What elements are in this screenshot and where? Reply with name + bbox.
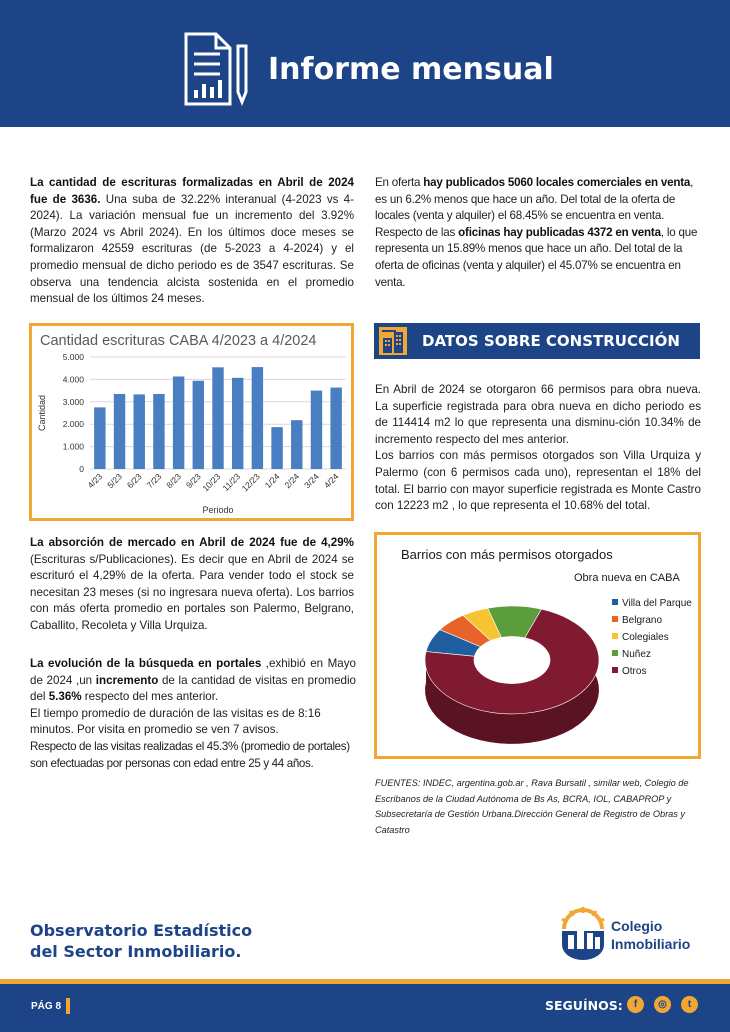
follow-label: SEGUÍNOS: xyxy=(545,998,623,1013)
escrituras-run-1: Una suba de 32.22% interanual (4-2023 vs 4-2024). La variación mensual fue un incremento del 3.92% (Marzo 2024 vs Abril 2024). En los últimos doce meses se formalizaron 42559 escrituras (de 5-2023 a 4-2024) y el promedio mensual de dicho periodo es de 3547 escrituras. Se observa una tendencia alcista sostenida en el promedio mensual de los últimos 24 meses. xyxy=(30,192,354,306)
permisos-text: En Abril de 2024 se otorgaron 66 permisos para obra nueva. La superficie registrada para obra nueva en dicho periodo es de 114414 m2 lo que representa una disminu-ción 10.34% de incremento respecto del mes anterior. xyxy=(375,383,701,446)
legend-label: Villa del Parque xyxy=(622,598,692,609)
x-tick-label: 10/23 xyxy=(200,471,223,494)
barrios-permisos-text: Los barrios con más permisos otorgados son Villa Urquiza y Palermo (con 6 permisos cada uno), representan el 18% del total. El barrio con mayor superficie registrada es Monte Castro con 12223 m2 , lo que representa el 10.68% del total. xyxy=(375,449,701,513)
x-tick-label: 7/23 xyxy=(144,471,164,491)
bar-chart-svg xyxy=(32,326,351,518)
legend-label: Otros xyxy=(622,666,647,677)
x-tick-label: 12/23 xyxy=(239,471,262,494)
bar-chart-title: Cantidad escrituras CABA 4/2023 a 4/2024 xyxy=(40,333,317,349)
construccion-section-header xyxy=(374,323,700,359)
escrituras-bar-chart xyxy=(29,323,354,521)
observatorio-title xyxy=(30,920,252,962)
x-tick-label: 4/24 xyxy=(321,471,341,491)
locales-run-0: En oferta xyxy=(375,176,424,189)
busqueda-run-4: 5.36% xyxy=(48,690,82,704)
legend-label: Nuñez xyxy=(622,649,651,660)
bar-5/23 xyxy=(114,394,125,469)
legend-swatch xyxy=(612,633,618,639)
logo-line1: Colegio xyxy=(611,918,663,934)
pie-chart-svg xyxy=(377,535,698,756)
x-tick-label: 6/23 xyxy=(124,471,144,491)
x-tick-label: 4/23 xyxy=(85,471,105,491)
x-tick-label: 9/23 xyxy=(183,471,203,491)
twitter-icon[interactable]: t xyxy=(681,996,698,1013)
footer-title-line1: Observatorio Estadístico xyxy=(30,921,253,940)
bar-4/23 xyxy=(94,407,105,469)
y-tick-label: 3.000 xyxy=(62,396,84,407)
duracion-text: El tiempo promedio de duración de las visitas es de 8:16 minutos. Por visita en promedio se ven 7 avisos. xyxy=(30,706,321,737)
x-tick-label: 8/23 xyxy=(164,471,184,491)
x-axis-label: Periodo xyxy=(202,505,234,515)
bar-3/24 xyxy=(311,391,322,469)
pie-chart-title: Barrios con más permisos otorgados xyxy=(401,547,613,562)
busqueda-run-5: respecto del mes anterior. xyxy=(81,690,219,704)
legend-swatch xyxy=(612,650,618,656)
legend-label: Colegiales xyxy=(622,632,669,643)
locales-run-2: , es un 6.2% menos que hace un año. Del total de la oferta de locales (venta y alquiler) el 68.45% se encuentra en venta. xyxy=(375,176,694,223)
facebook-icon[interactable]: f xyxy=(627,996,644,1013)
oferta-paragraph xyxy=(375,175,701,291)
bar-8/23 xyxy=(173,376,184,469)
y-tick-label: 4.000 xyxy=(62,374,84,385)
sources-note: FUENTES: INDEC, argentina.gob.ar , Rava Bursatil , similar web, Colegio de Escribanos de la Ciudad Autónoma de Bs As, BCRA, IOL, CABAPROP y Subsecretaría de Gestión Urbana.Dirección General de Registro de Obras y Catastro xyxy=(375,778,689,835)
bar-4/24 xyxy=(330,388,341,469)
y-tick-label: 2.000 xyxy=(62,419,84,430)
x-tick-label: 1/24 xyxy=(262,471,282,491)
x-tick-label: 3/24 xyxy=(302,471,321,491)
y-tick-label: 1.000 xyxy=(62,441,84,452)
absorcion-paragraph xyxy=(30,535,354,635)
absorcion-run-1: (Escrituras s/Publicaciones). Es decir que en Abril de 2024 se escrituró el 4,29% de la oferta. Para vender todo el stock se necesitan 23 meses (si no ingresara nueva oferta). Los barrios con más oferta promedio en portales son Palermo, Belgrano, Caballito, Recoleta y Villa Urquiza. xyxy=(30,552,354,632)
y-tick-label: 5.000 xyxy=(62,352,84,362)
legend-label: Belgrano xyxy=(622,615,663,626)
legend-swatch xyxy=(612,599,618,605)
x-tick-label: 5/23 xyxy=(105,471,124,491)
colegio-logo-icon xyxy=(558,905,608,961)
legend-swatch xyxy=(612,616,618,622)
bar-2/24 xyxy=(291,420,302,469)
y-axis-label: Cantidad xyxy=(37,394,47,432)
busqueda-run-2: incremento xyxy=(95,673,159,687)
construccion-paragraph xyxy=(375,382,701,515)
legend-swatch xyxy=(612,667,618,673)
busqueda-run-0: La evolución de la búsqueda en portales xyxy=(30,657,262,670)
bar-9/23 xyxy=(193,381,204,469)
page-title: Informe mensual xyxy=(268,52,554,87)
page-number-mark xyxy=(66,998,70,1014)
bar-12/23 xyxy=(252,367,263,469)
bar-7/23 xyxy=(153,394,164,469)
pie-chart-subtitle: Obra nueva en CABA xyxy=(574,572,680,584)
instagram-icon[interactable]: ◎ xyxy=(654,996,671,1013)
escrituras-run-0: La cantidad de escrituras formalizadas en Abril de 2024 fue de 3636. xyxy=(30,176,354,206)
bar-1/24 xyxy=(271,427,282,469)
report-document-icon xyxy=(182,32,250,108)
busqueda-run-1: ,exhibió en Mayo de 2024 ,un xyxy=(30,657,356,687)
page-number: PÁG 8 xyxy=(31,1001,62,1012)
x-tick-label: 2/24 xyxy=(282,471,302,491)
locales-run-1: hay publicados 5060 locales comerciales en venta xyxy=(423,176,691,189)
page-header xyxy=(0,0,730,127)
permisos-pie-chart xyxy=(374,532,701,759)
bar-11/23 xyxy=(232,378,243,469)
oficinas-run-1: oficinas hay publicadas 4372 en venta xyxy=(458,225,661,239)
section-title: DATOS SOBRE CONSTRUCCIÓN xyxy=(422,332,680,350)
visitas-edad-text: Respecto de las visitas realizadas el 45.3% (promedio de portales) son efectuadas por personas con edad entre 25 y 44 años. xyxy=(30,739,350,770)
busqueda-run-3: de la cantidad de visitas en promedio del xyxy=(30,673,357,704)
logo-line2: Inmobiliario xyxy=(611,936,691,952)
footer-title-line2: del Sector Inmobiliario. xyxy=(30,942,242,961)
crane-building-icon xyxy=(378,326,408,356)
absorcion-run-0: La absorción de mercado en Abril de 2024 fue de 4,29% xyxy=(30,536,354,549)
busqueda-paragraph xyxy=(30,656,356,772)
oficinas-run-0: Respecto de las xyxy=(375,225,459,239)
bar-10/23 xyxy=(212,367,223,469)
bar-6/23 xyxy=(134,394,145,469)
oficinas-run-2: , lo que representa un 15.89% menos que hace un año. Del total de la oferta de oficinas (venta y alquiler) el 45.07% se encuentra en venta. xyxy=(375,225,698,289)
colegio-logo-text xyxy=(611,917,690,953)
y-tick-label: 0 xyxy=(79,464,84,474)
escrituras-paragraph xyxy=(30,175,354,308)
x-tick-label: 11/23 xyxy=(220,471,243,494)
